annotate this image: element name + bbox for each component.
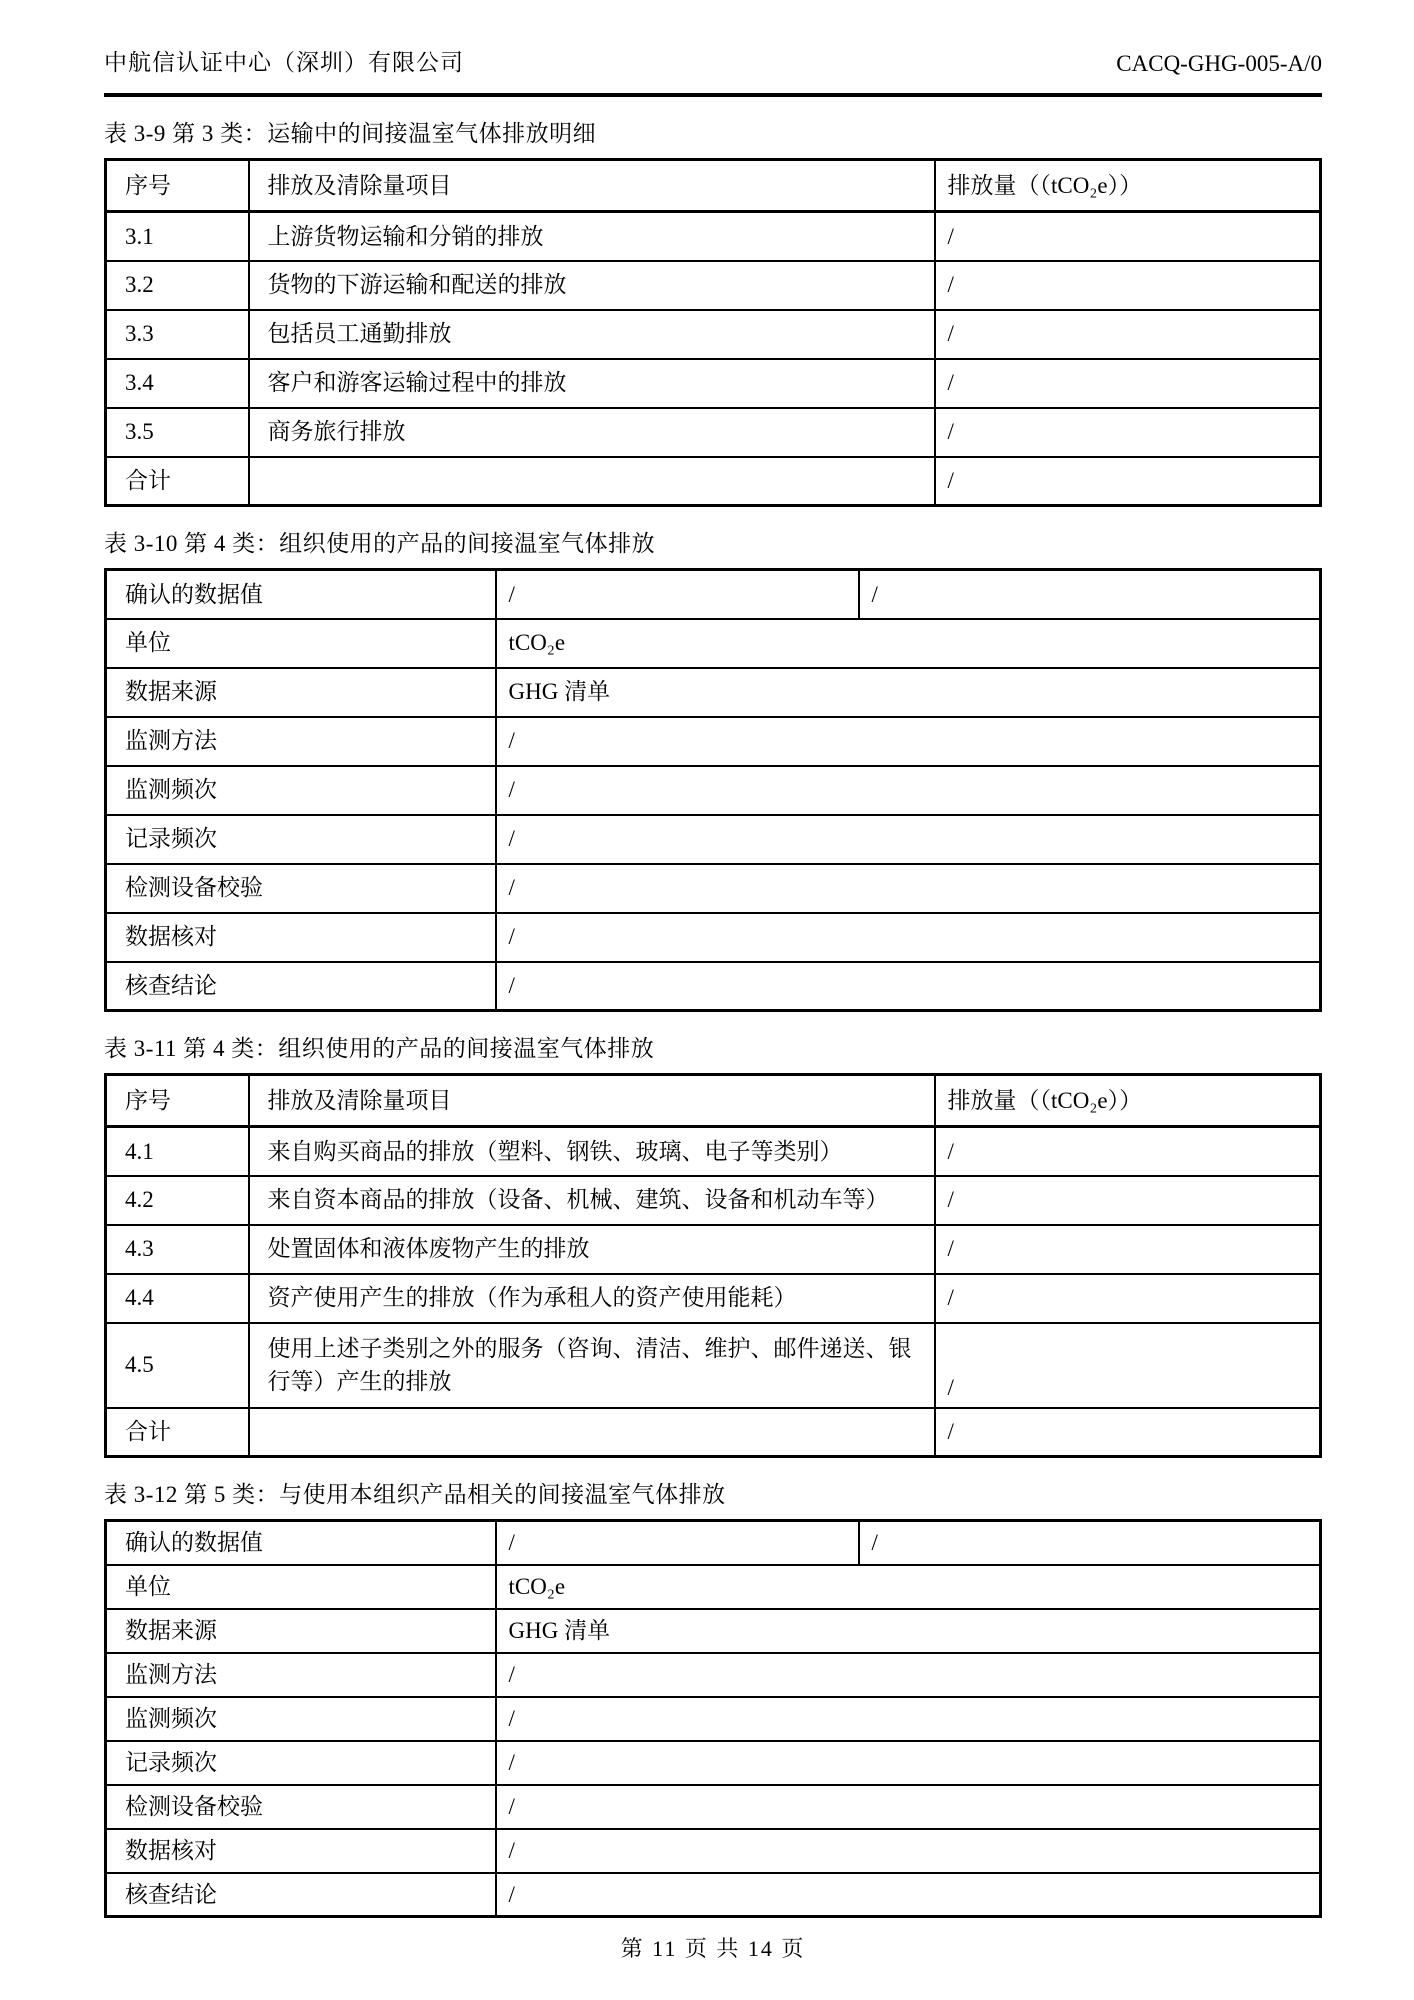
page-number: 第 11 页 共 14 页 xyxy=(620,1936,806,1961)
cell-no: 3.1 xyxy=(106,212,249,261)
table-row xyxy=(106,864,1321,913)
table-3-11 xyxy=(104,1073,1322,1458)
table-row xyxy=(106,1785,1321,1829)
table-3-12 xyxy=(104,1519,1322,1918)
cell-value: / xyxy=(496,1653,1321,1697)
cell-item: 商务旅行排放 xyxy=(249,408,935,457)
company-name: 中航信认证中心（深圳）有限公司 xyxy=(104,50,464,75)
cell-value-2: / xyxy=(859,570,1321,619)
row-label: 记录频次 xyxy=(106,1741,496,1785)
row-label: 确认的数据值 xyxy=(106,1521,496,1565)
table-row xyxy=(106,766,1321,815)
table-3-9-title: 表 3-9 第 3 类：运输中的间接温室气体排放明细 xyxy=(104,121,597,146)
cell-value: / xyxy=(935,261,1321,310)
header-cell-item: 排放及清除量项目 xyxy=(249,160,935,212)
cell-value: / xyxy=(935,1127,1321,1176)
table-header-row xyxy=(106,1075,1321,1127)
table-3-11-title: 表 3-11 第 4 类：组织使用的产品的间接温室气体排放 xyxy=(104,1036,655,1061)
cell-value: / xyxy=(935,310,1321,359)
row-label: 确认的数据值 xyxy=(106,570,496,619)
cell-value-2: / xyxy=(859,1521,1321,1565)
table-3-9 xyxy=(104,158,1322,507)
cell-value: / xyxy=(935,1408,1321,1457)
cell-no: 3.5 xyxy=(106,408,249,457)
table-header-row xyxy=(106,160,1321,212)
cell-value: / xyxy=(496,1741,1321,1785)
cell-item: 处置固体和液体废物产生的排放 xyxy=(249,1225,935,1274)
row-label: 记录频次 xyxy=(106,815,496,864)
cell-value: / xyxy=(496,1697,1321,1741)
cell-value: / xyxy=(496,913,1321,962)
row-label: 数据核对 xyxy=(106,913,496,962)
table-row xyxy=(106,815,1321,864)
row-label: 监测频次 xyxy=(106,1697,496,1741)
table-row xyxy=(106,1653,1321,1697)
cell-no: 3.4 xyxy=(106,359,249,408)
cell-no: 4.5 xyxy=(106,1323,249,1408)
table-row xyxy=(106,1741,1321,1785)
cell-item: 来自购买商品的排放（塑料、钢铁、玻璃、电子等类别） xyxy=(249,1127,935,1176)
cell-value: / xyxy=(496,1521,859,1565)
table-row xyxy=(106,913,1321,962)
table-row xyxy=(106,1873,1321,1917)
table-row xyxy=(106,1274,1321,1323)
table-row xyxy=(106,310,1321,359)
table-row xyxy=(106,1697,1321,1741)
cell-no: 3.3 xyxy=(106,310,249,359)
row-label: 单位 xyxy=(106,619,496,668)
cell-value: / xyxy=(496,1829,1321,1873)
cell-total-label: 合计 xyxy=(106,457,249,506)
row-label: 核查结论 xyxy=(106,962,496,1011)
cell-no: 4.3 xyxy=(106,1225,249,1274)
cell-value: / xyxy=(496,1873,1321,1917)
cell-value: / xyxy=(496,766,1321,815)
table-3-12-title: 表 3-12 第 5 类：与使用本组织产品相关的间接温室气体排放 xyxy=(104,1482,726,1507)
cell-item xyxy=(249,457,935,506)
cell-item: 资产使用产生的排放（作为承租人的资产使用能耗） xyxy=(249,1274,935,1323)
table-row xyxy=(106,1829,1321,1873)
table-row xyxy=(106,962,1321,1011)
table-row xyxy=(106,261,1321,310)
header-cell-no: 序号 xyxy=(106,160,249,212)
row-label: 检测设备校验 xyxy=(106,1785,496,1829)
table-row xyxy=(106,1521,1321,1565)
cell-item: 货物的下游运输和配送的排放 xyxy=(249,261,935,310)
cell-value: tCO₂e xyxy=(496,619,1321,668)
table-row xyxy=(106,1127,1321,1176)
header-cell-amount: 排放量（（tCO₂e）） xyxy=(935,160,1321,212)
table-row xyxy=(106,359,1321,408)
table-total-row xyxy=(106,1408,1321,1457)
cell-value: / xyxy=(496,962,1321,1011)
row-label: 核查结论 xyxy=(106,1873,496,1917)
table-total-row xyxy=(106,457,1321,506)
cell-value: / xyxy=(935,1274,1321,1323)
cell-no: 4.1 xyxy=(106,1127,249,1176)
doc-code: CACQ-GHG-005-A/0 xyxy=(1116,51,1322,76)
row-label: 单位 xyxy=(106,1565,496,1609)
row-label: 监测方法 xyxy=(106,1653,496,1697)
cell-value: / xyxy=(935,1323,1321,1408)
cell-total-label: 合计 xyxy=(106,1408,249,1457)
table-row xyxy=(106,1323,1321,1408)
cell-value: / xyxy=(496,864,1321,913)
row-label: 数据核对 xyxy=(106,1829,496,1873)
cell-value: tCO₂e xyxy=(496,1565,1321,1609)
header-cell-amount: 排放量（（tCO₂e）） xyxy=(935,1075,1321,1127)
row-label: 数据来源 xyxy=(106,1609,496,1653)
row-label: 监测频次 xyxy=(106,766,496,815)
table-row xyxy=(106,619,1321,668)
table-row xyxy=(106,717,1321,766)
header-cell-no: 序号 xyxy=(106,1075,249,1127)
cell-value: / xyxy=(496,570,859,619)
cell-value: / xyxy=(496,1785,1321,1829)
cell-item: 上游货物运输和分销的排放 xyxy=(249,212,935,261)
cell-value: / xyxy=(935,212,1321,261)
table-row xyxy=(106,570,1321,619)
cell-value: / xyxy=(935,1176,1321,1225)
cell-value: / xyxy=(935,408,1321,457)
table-row xyxy=(106,408,1321,457)
cell-no: 3.2 xyxy=(106,261,249,310)
document-header xyxy=(104,44,1322,97)
table-row xyxy=(106,1609,1321,1653)
cell-value: / xyxy=(935,457,1321,506)
cell-item: 使用上述子类别之外的服务（咨询、清洁、维护、邮件递送、银行等）产生的排放 xyxy=(249,1323,935,1408)
cell-item xyxy=(249,1408,935,1457)
header-cell-item: 排放及清除量项目 xyxy=(249,1075,935,1127)
cell-item: 包括员工通勤排放 xyxy=(249,310,935,359)
table-3-10-title: 表 3-10 第 4 类：组织使用的产品的间接温室气体排放 xyxy=(104,531,656,556)
cell-value: / xyxy=(496,717,1321,766)
cell-value: / xyxy=(935,1225,1321,1274)
table-3-10 xyxy=(104,568,1322,1012)
table-row xyxy=(106,668,1321,717)
cell-item: 客户和游客运输过程中的排放 xyxy=(249,359,935,408)
cell-no: 4.2 xyxy=(106,1176,249,1225)
table-row xyxy=(106,212,1321,261)
cell-no: 4.4 xyxy=(106,1274,249,1323)
cell-value: GHG 清单 xyxy=(496,668,1321,717)
cell-value: / xyxy=(496,815,1321,864)
cell-value: / xyxy=(935,359,1321,408)
row-label: 检测设备校验 xyxy=(106,864,496,913)
table-row xyxy=(106,1565,1321,1609)
cell-item: 来自资本商品的排放（设备、机械、建筑、设备和机动车等） xyxy=(249,1176,935,1225)
row-label: 数据来源 xyxy=(106,668,496,717)
cell-value: GHG 清单 xyxy=(496,1609,1321,1653)
table-row xyxy=(106,1225,1321,1274)
row-label: 监测方法 xyxy=(106,717,496,766)
table-row xyxy=(106,1176,1321,1225)
